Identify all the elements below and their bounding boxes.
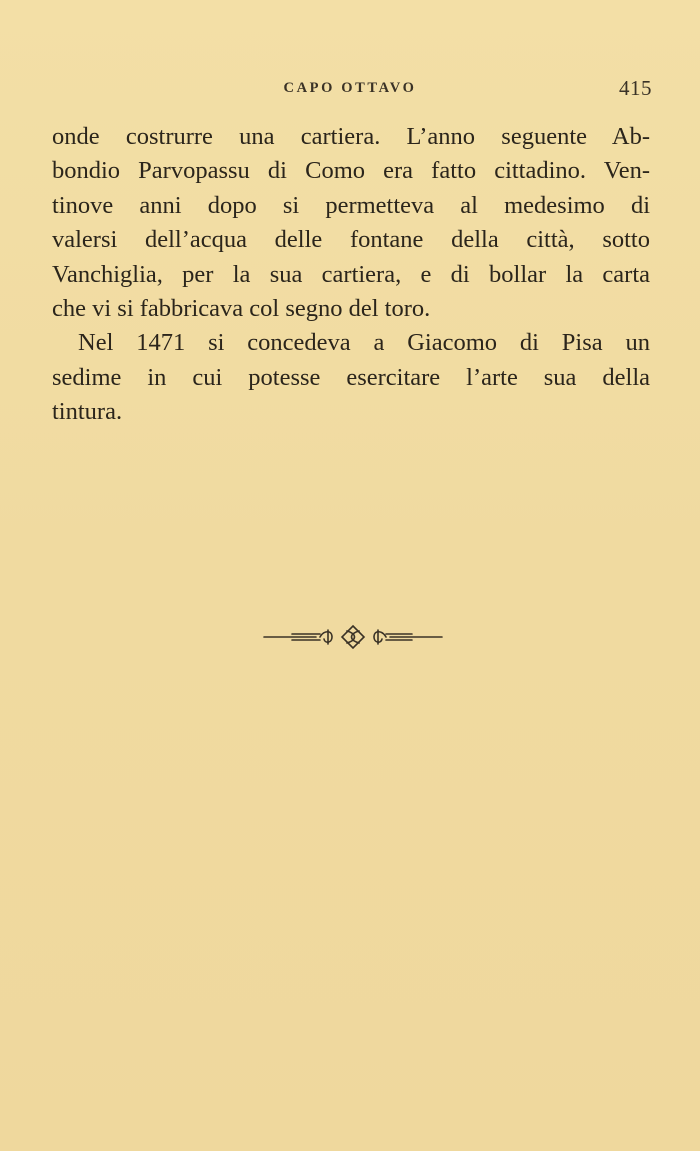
text-line: onde costrurre una cartiera. L’anno seguente Ab- bbox=[52, 123, 650, 150]
body-text bbox=[52, 120, 650, 430]
paragraph-2 bbox=[52, 326, 650, 429]
text-line: Vanchiglia, per la sua cartiera, e di bollar la carta bbox=[52, 260, 650, 288]
text-line: Nel 1471 si concedeva a Giacomo di Pisa un bbox=[78, 329, 650, 357]
text-line: valersi dell’acqua delle fontane della città, sotto bbox=[52, 226, 650, 254]
tailpiece-ornament-icon bbox=[262, 624, 444, 650]
text-line: che vi si fabbricava col segno del toro. bbox=[52, 295, 431, 323]
page-number: 415 bbox=[619, 76, 652, 100]
text-line: tinove anni dopo si permetteva al medesimo di bbox=[52, 191, 650, 219]
text-line: sedime in cui potesse esercitare l’arte sua della bbox=[52, 363, 650, 391]
running-title: CAPO OTTAVO bbox=[283, 80, 417, 96]
running-head bbox=[0, 76, 700, 100]
text-line: bondio Parvopassu di Como era fatto cittadino. Ven- bbox=[52, 157, 650, 185]
paragraph-1 bbox=[52, 120, 650, 326]
text-line: tintura. bbox=[52, 398, 123, 426]
